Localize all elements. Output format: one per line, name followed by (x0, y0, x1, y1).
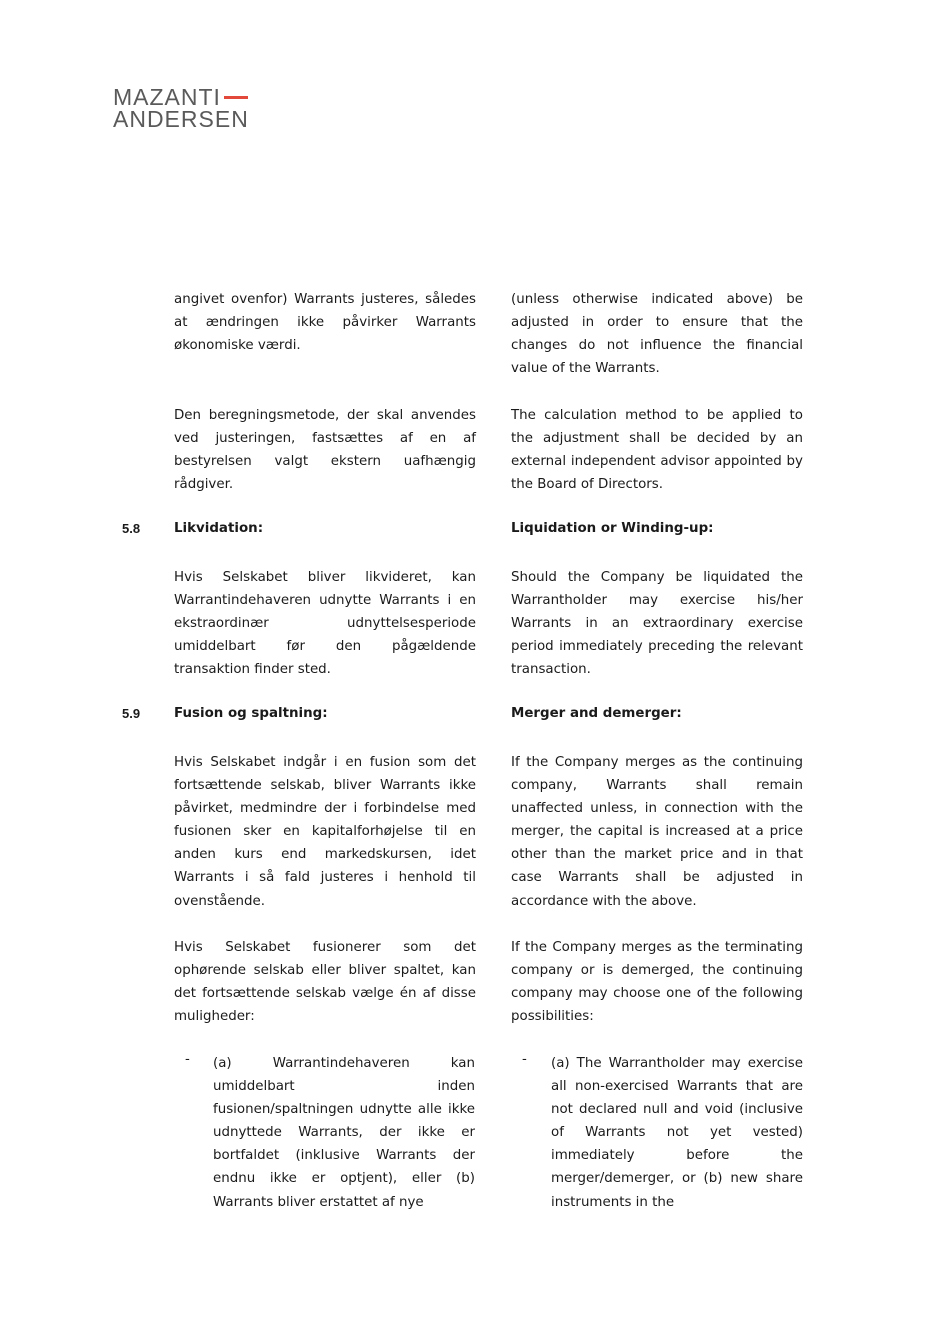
section-heading-english-5-9: Merger and demerger: (511, 706, 682, 721)
paragraph-english-5: If the Company merges as the terminating company or is demerged, the continuing company may choose one of the following possibilities: (511, 940, 803, 1025)
section-heading-danish-5-8: Likvidation: (174, 521, 264, 536)
paragraph-danish-5: Hvis Selskabet fusionerer som det ophørende selskab eller bliver spaltet, kan det fortsættende selskab vælge én af disse muligheder: (174, 940, 476, 1025)
paragraph-danish-3: Hvis Selskabet bliver likvideret, kan Warrantindehaveren udnytte Warrants i en ekstraordinær udnyttelsesperiode umiddelbart før den pågældende transaktion finder sted. (174, 570, 476, 678)
list-item-english: (a) The Warrantholder may exercise all non-exercised Warrants that are not declared null and void (inclusive of Warrants not yet vested) immediately before the merger/demerger, or (b) new share instruments in the (551, 1056, 803, 1210)
paragraph-english-3: Should the Company be liquidated the Warrantholder may exercise his/her Warrants in an extraordinary exercise period immediately preceding the relevant transaction. (511, 570, 803, 678)
section-number-5-8: 5.8 (122, 521, 141, 536)
company-logo (113, 86, 249, 130)
paragraph-english-4: If the Company merges as the continuing company, Warrants shall remain unaffected unless, in connection with the merger, the capital is increased at a price other than the market price and in that case Warrants shall be adjusted in accordance with the above. (511, 755, 803, 909)
bullet-marker-english: - (522, 1052, 527, 1067)
paragraph-english-2: The calculation method to be applied to the adjustment shall be decided by an external independent advisor appointed by the Board of Directors. (511, 408, 803, 493)
bullet-marker-danish: - (185, 1052, 190, 1067)
paragraph-danish-1: angivet ovenfor) Warrants justeres, således at ændringen ikke påvirker Warrants økonomiske værdi. (174, 292, 476, 354)
logo-line-1: MAZANTI (113, 84, 221, 110)
section-heading-danish-5-9: Fusion og spaltning: (174, 706, 328, 721)
paragraph-english-1: (unless otherwise indicated above) be adjusted in order to ensure that the changes do not influence the financial value of the Warrants. (511, 292, 803, 377)
list-item-danish: (a) Warrantindehaveren kan umiddelbart inden fusionen/spaltningen udnytte alle ikke udnyttede Warrants, der ikke er bortfaldet (inklusive Warrants der endnu ikke er optjent), eller (b) Warrants bliver erstattet af nye (213, 1056, 475, 1210)
logo-accent-dash (224, 96, 248, 99)
paragraph-danish-4: Hvis Selskabet indgår i en fusion som det fortsættende selskab, bliver Warrants ikke påvirket, medmindre der i forbindelse med fusionen sker en kapitalforhøjelse til en anden kurs end markedskursen, idet Warrants i så fald justeres i henhold til ovenstående. (174, 755, 476, 909)
section-number-5-9: 5.9 (122, 706, 141, 721)
logo-line-2: ANDERSEN (113, 106, 249, 132)
section-heading-english-5-8: Liquidation or Winding-up: (511, 521, 714, 536)
paragraph-danish-2: Den beregningsmetode, der skal anvendes ved justeringen, fastsættes af en af bestyrelsen valgt ekstern uafhængig rådgiver. (174, 408, 476, 493)
